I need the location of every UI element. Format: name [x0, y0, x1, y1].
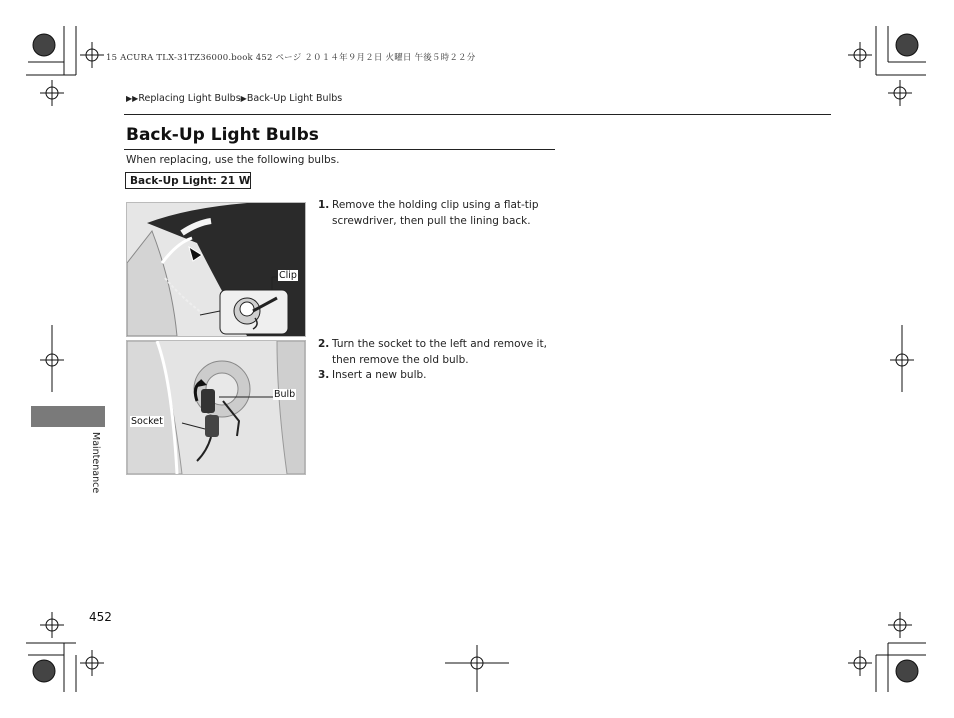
step-2-number: 2.: [318, 338, 330, 350]
intro-text: When replacing, use the following bulbs.: [126, 154, 340, 166]
breadcrumb: [126, 93, 342, 104]
breadcrumb-arrows: ▶▶: [126, 94, 139, 103]
socket-drawing: [127, 341, 305, 474]
section-tab[interactable]: [31, 406, 105, 427]
print-header: 15 ACURA TLX-31TZ36000.book 452 ページ ２０１４年９月２日 火曜日 午後５時２２分: [106, 53, 476, 63]
step-3: [318, 367, 553, 383]
step-1-number: 1.: [318, 199, 330, 211]
clip-removal-illustration: [126, 202, 306, 337]
clip-callout: Clip: [279, 270, 297, 281]
breadcrumb-separator: ▶: [240, 94, 247, 103]
breadcrumb-current: Back-Up Light Bulbs: [246, 93, 343, 104]
bulb-callout: Bulb: [274, 389, 296, 400]
section-tab-label: Maintenance: [90, 432, 101, 494]
header-divider: [124, 114, 831, 115]
socket-callout: Socket: [131, 416, 163, 427]
step-3-text: Insert a new bulb.: [332, 369, 427, 381]
page-number: 452: [89, 610, 112, 624]
step-1-text: Remove the holding clip using a flat-tip screwdriver, then pull the lining back.: [332, 199, 539, 227]
socket-removal-illustration: [126, 340, 306, 475]
page-title: Back-Up Light Bulbs: [126, 125, 319, 145]
step-2: [318, 336, 553, 368]
step-1: [318, 197, 553, 229]
step-2-text: Turn the socket to the left and remove it, then remove the old bulb.: [332, 338, 547, 366]
breadcrumb-section-link[interactable]: Replacing Light Bulbs: [138, 93, 241, 104]
step-3-number: 3.: [318, 369, 330, 381]
title-divider: [124, 149, 555, 150]
bulb-spec-box: Back-Up Light: 21 W: [125, 172, 251, 189]
